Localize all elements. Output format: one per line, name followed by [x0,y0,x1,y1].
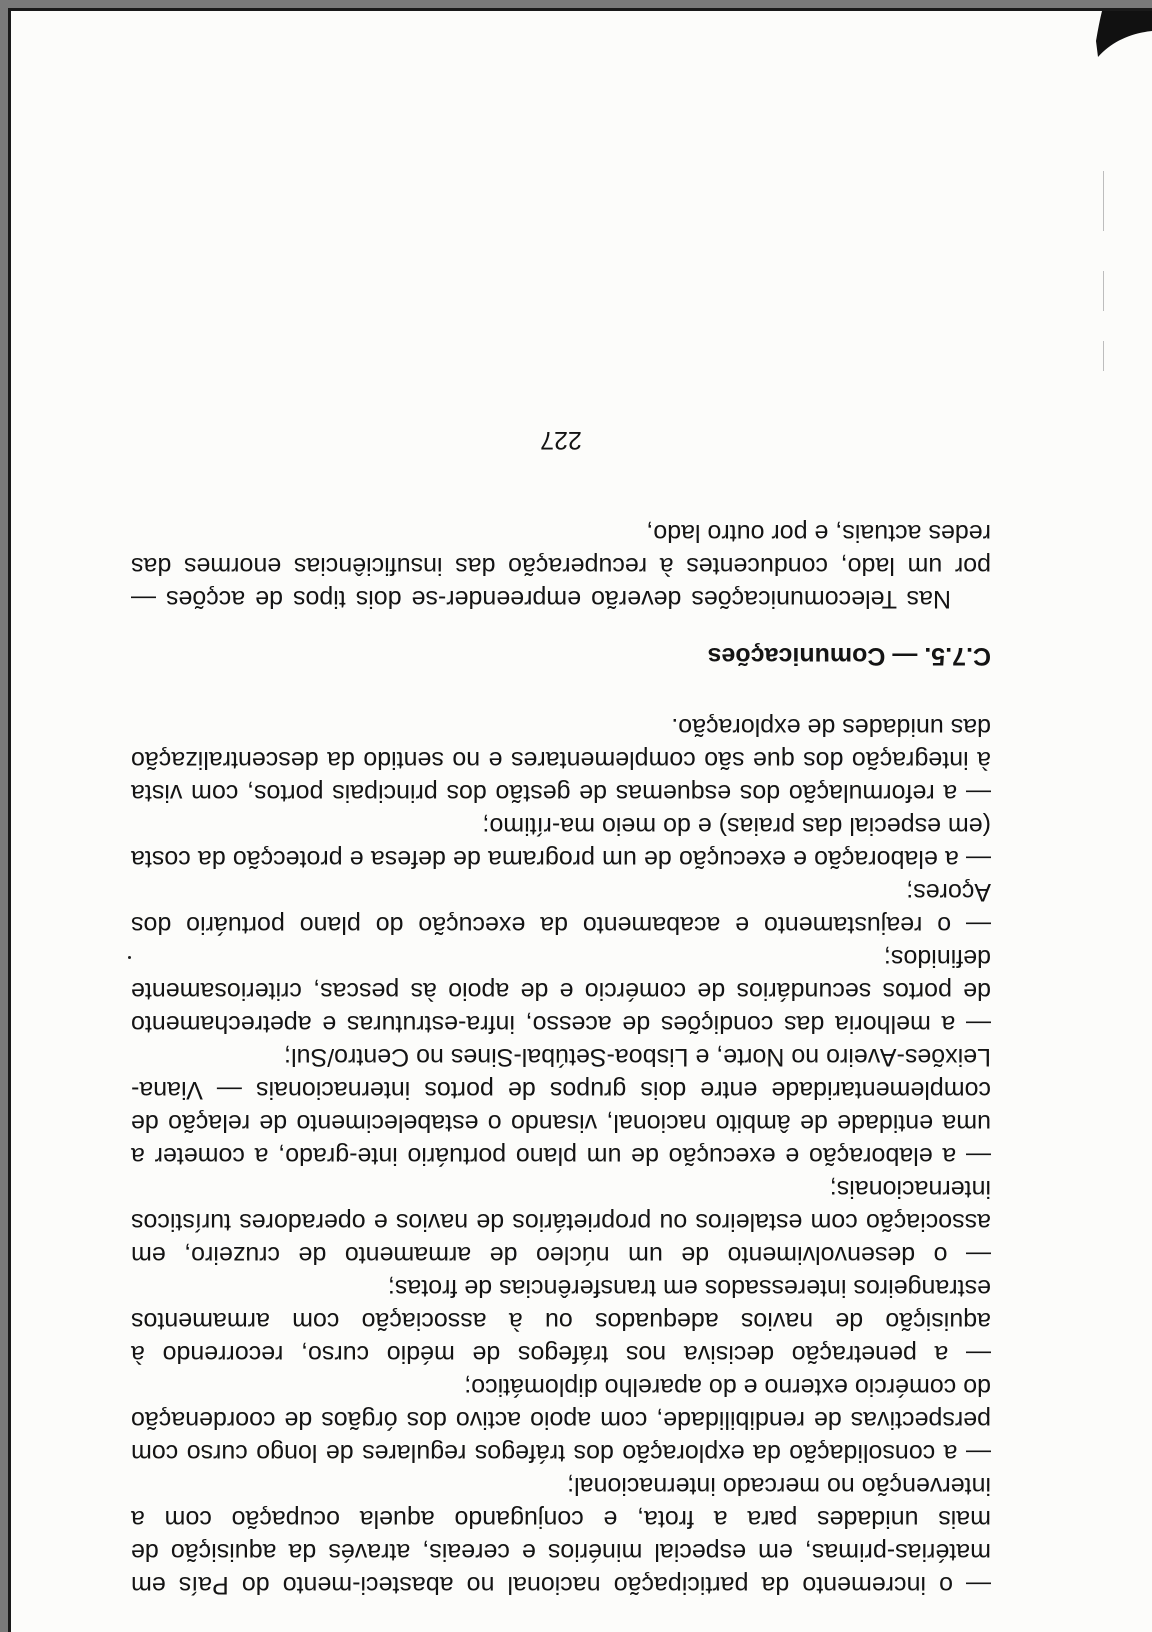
paragraph-medium-haul-traffic: — a penetração decisiva nos tráfegos de médio curso, recorrendo à aquisição de navios adequados ou à associação com armamentos estrangeiros interessados em transferências de frotas; [131,1274,991,1368]
paragraph-telecommunications: Nas Telecomunicações deverão empreender-se dois tipos de acções — por um lado, conducentes à recuperação das insuficiências enormes das redes actuais, e por outro lado, [131,519,991,613]
paragraph-long-haul-traffic: — a consolidação da exploração dos tráfegos regulares de longo curso com perspectivas de rendibilidade, com apoio activo dos órgãos de coordenação do comércio externo e do aparelho diplomático; [131,1373,991,1467]
scan-edge-line [1103,171,1104,231]
paragraph-azores-plan: — o reajustamento e acabamento da execução do plano portuário dos Açores; [131,878,991,939]
paragraph-port-management: — a reformulação dos esquemas de gestão dos principais portos, com vista à integração dos que são complementares e no sentido da descentralização das unidades de exploração. [131,713,991,807]
paper-sheet [8,8,1152,1632]
rotated-page-text [131,121,991,1601]
scan-edge-line [1103,271,1104,311]
paragraph-import-share: — o incremento da participação nacional no abasteci-mento do País em matérias-primas, em especial minérios e cereais, através da aquisição de mais unidades para a frota, e conjugando aquela ocupação com a intervenção no mercado internacional; [131,1472,991,1599]
page-number: 227 [540,426,582,454]
section-heading: C.7.5. — Comunicações [707,642,991,670]
scan-edge-line [1103,341,1104,371]
paragraph-port-plan: — a elaboração e execução de um plano portuário inte-grado, a cometer a uma entidade de âmbito nacional, visando o estabelecimento de relação de complementaridade entre dois grupos de portos internacionais — Viana-Leixões-Aveiro no Norte, e Lisboa-Setúbal-Sines no Centro/Sul; [131,1043,991,1170]
paragraph-cruise-fleet: — o desenvolvimento de um núcleo de armamento de cruzeiro, em associação com estaleiros ou proprietários de navios e operadores turísticos internacionais; [131,1175,991,1269]
torn-corner-shadow [1062,11,1152,71]
paragraph-coast-defense: — a elaboração e execução de um programa de defesa e protecção da costa (em especial das praias) e do meio ma-rítimo; [131,812,991,873]
paragraph-secondary-ports: — a melhoria das condições de acesso, infra-estruturas e apetrechamento de portos secundários de comércio e de apoio às pescas, criteriosamente definidos; [131,944,991,1038]
